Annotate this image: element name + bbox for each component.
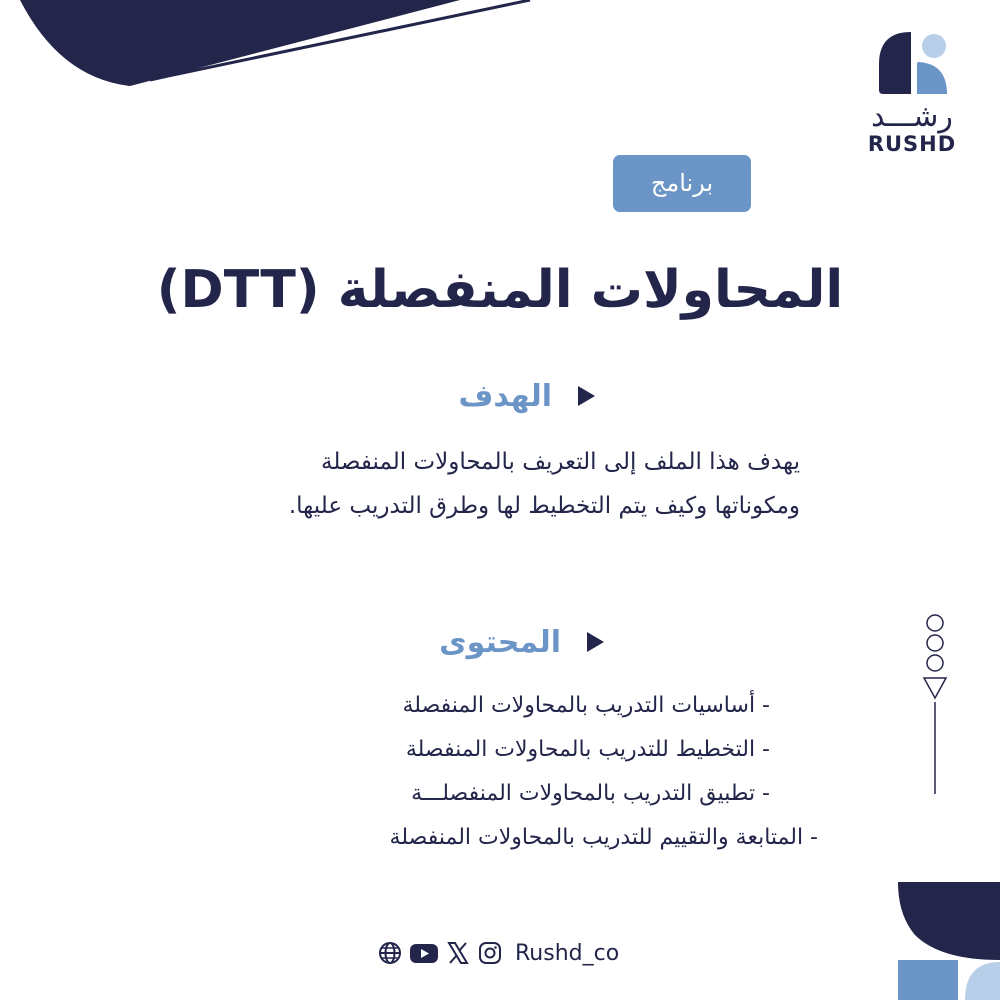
goal-heading-label: الهدف [458,378,552,414]
logo-english-name: RUSHD [867,132,957,156]
goal-line: ومكوناتها وكيف يتم التخطيط لها وطرق التدريب عليها. [288,493,800,519]
content-heading-label: المحتوى [439,624,561,660]
logo-mark-icon [877,30,949,98]
x-icon[interactable] [445,940,471,966]
content-heading [439,622,604,662]
list-item: - التخطيط للتدريب بالمحاولات المنفصلة [405,737,770,762]
triangle-bullet-icon [587,632,604,652]
goal-heading [458,376,595,416]
youtube-icon[interactable] [409,940,439,966]
program-badge: برنامج [613,155,751,212]
instagram-icon[interactable] [477,940,503,966]
content-list [150,684,818,860]
social-footer [377,936,619,970]
globe-icon[interactable] [377,940,403,966]
rushd-logo [862,30,962,155]
top-left-decoration [0,0,560,100]
page-title: المحاولات المنفصلة (DTT) [156,260,844,320]
list-item: - أساسيات التدريب بالمحاولات المنفصلة [402,693,770,718]
goal-line: يهدف هذا الملف إلى التعريف بالمحاولات المنفصلة [320,449,800,475]
triangle-bullet-icon [578,386,595,406]
list-item: - المتابعة والتقييم للتدريب بالمحاولات المنفصلة [389,825,818,850]
logo-arabic-name: رشـــد [871,99,953,134]
goal-description [150,440,800,528]
list-item: - تطبيق التدريب بالمحاولات المنفصلـــة [411,781,770,806]
side-circles-decoration [922,612,948,797]
social-handle: Rushd_co [515,940,620,966]
